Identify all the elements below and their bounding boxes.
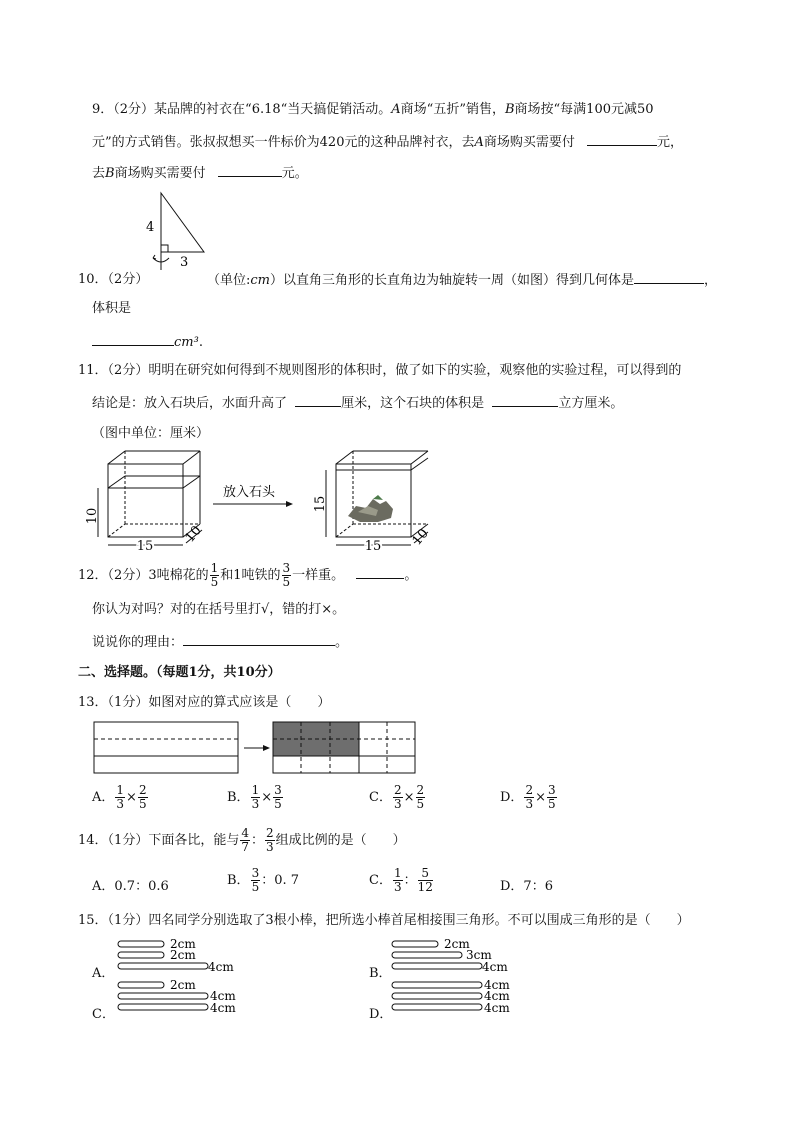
svg-text:2cm: 2cm [444, 937, 470, 951]
q14-option-b[interactable]: B． $\frac{3}{5}$ ：0. 7 [227, 866, 300, 894]
q9-text: 9．（2分）某品牌的衬衣在“6.18“当天搞促销活动。 [92, 102, 392, 117]
q9-answer-blank-b[interactable] [218, 164, 282, 177]
q14-stem: 14．（1分）下面各比，能与 $\frac{4}{7}$ ： $\frac{2}{3}$ 组成比例的是（ ） [78, 826, 406, 854]
q12-line3 [92, 633, 348, 652]
q9-text: 元”的方式销售。张叔叔想买一件标价为420元的这种品牌衬衣，去 [92, 135, 475, 150]
q11-line2 [92, 394, 623, 413]
svg-text:4cm: 4cm [484, 989, 510, 1003]
q15-option-c-label[interactable]: C． [92, 1007, 115, 1022]
q11-text: 结论是：放入石块后，水面升高了 [92, 396, 288, 411]
q10-text: ）以直角三角形的长直角边为轴旋转一周（如图）得到几何体是 [270, 273, 635, 288]
q9-var-a: A [474, 135, 484, 150]
q15-option-c-sticks [116, 978, 246, 1016]
q10-unit-cubed: cm³ [174, 335, 199, 350]
svg-text:4cm: 4cm [210, 1001, 236, 1015]
q12-fraction-1: $\frac{1}{5}$ [210, 561, 219, 589]
q15-stem: 15．（1分）四名同学分别选取了3根小棒，把所选小棒首尾相接围三角形。不可以围成三角形的是（ ） [78, 913, 690, 928]
q11-left-width-label: 15 [136, 539, 154, 554]
q11-text: 厘米，这个石块的体积是 [341, 396, 485, 411]
q10-line2: 体积是 [92, 301, 132, 316]
svg-text:4cm: 4cm [208, 960, 234, 974]
q15-option-d-label[interactable]: D． [369, 1007, 393, 1022]
q11-right-width-label: 15 [364, 539, 382, 554]
svg-text:4cm: 4cm [484, 978, 510, 992]
q10-answer-blank-volume[interactable] [92, 333, 174, 346]
q11-answer-blank-rise[interactable] [295, 394, 341, 407]
q15-option-b-sticks [390, 937, 520, 975]
arrow-icon [286, 501, 293, 507]
q11-left-height-label: 10 [85, 507, 100, 525]
q13-option-a[interactable]: A． $\frac{1}{3}$ × $\frac{2}{5}$ [92, 783, 147, 811]
q10-side-b-label: 3 [180, 255, 189, 270]
q9-line2 [92, 133, 683, 152]
q13-option-b[interactable]: B． $\frac{1}{3}$ × $\frac{3}{5}$ [227, 783, 282, 811]
q12-text: 。 [335, 635, 349, 650]
svg-text:2cm: 2cm [170, 937, 196, 951]
q11-text: 立方厘米。 [558, 396, 624, 411]
q14-option-c[interactable]: C． $\frac{1}{3}$ ： $\frac{5}{12}$ [369, 866, 433, 894]
q13-option-d[interactable]: D． $\frac{2}{3}$ × $\frac{3}{5}$ [500, 783, 556, 811]
q11-right-depth-label: 10 [409, 526, 432, 549]
q9-text: 元。 [281, 166, 308, 181]
q12-answer-blank[interactable] [356, 566, 404, 579]
q9-text: 元， [657, 135, 684, 150]
svg-text:4cm: 4cm [210, 989, 236, 1003]
svg-text:4cm: 4cm [484, 1001, 510, 1015]
q11-container-figure [85, 446, 432, 554]
q13-fraction-figure [92, 720, 422, 776]
q14-option-d[interactable]: D．7：6 [500, 879, 553, 894]
q11-arrow-label: 放入石头 [222, 485, 276, 500]
q9-text: 商场购买需要付 [483, 135, 575, 150]
q13-stem: 13．（1分）如图对应的算式应该是（ ） [78, 695, 331, 710]
q9-line1 [92, 101, 654, 119]
q12-fraction-2: $\frac{3}{5}$ [282, 561, 291, 589]
q13-option-c[interactable]: C． $\frac{2}{3}$ × $\frac{2}{5}$ [369, 783, 425, 811]
q12-reason-blank[interactable] [183, 633, 335, 646]
q15-option-b-label[interactable]: B． [369, 966, 392, 981]
q10-answer-blank-shape[interactable] [634, 271, 704, 284]
q10-text: ， [704, 273, 718, 288]
svg-text:2cm: 2cm [170, 978, 196, 992]
q12-text: 。 [404, 568, 418, 583]
q10-unit: cm [250, 273, 270, 288]
q9-var-a: A [391, 102, 401, 117]
arrow-icon [263, 745, 270, 751]
section-title: 二、选择题。（每题1分，共10分） [78, 665, 281, 680]
q9-text: 商场“五折”销售， [400, 102, 505, 117]
svg-text:4cm: 4cm [482, 960, 508, 974]
q9-text: 去 [92, 166, 106, 181]
q10-triangle-figure [140, 188, 215, 273]
q9-var-b: B [105, 166, 115, 181]
q11-line1: 11．（2分）明明在研究如何得到不规则图形的体积时，做了如下的实验，观察他的实验过程，可以得到的 [78, 363, 682, 378]
q15-option-d-sticks [390, 978, 520, 1016]
q10-line1 [207, 271, 717, 290]
q9-text: 商场按“每满100元减50 [514, 102, 654, 117]
q12-line2: 你认为对吗？对的在括号里打√，错的打×。 [92, 602, 346, 617]
q11-left-depth-label: 10 [182, 523, 205, 546]
q15-option-a-sticks [116, 937, 246, 975]
q10-line3 [92, 333, 203, 352]
q14-option-a[interactable]: A．0.7：0.6 [92, 879, 169, 894]
q10-side-a-label: 4 [146, 220, 155, 235]
q12-text: 说说你的理由： [92, 635, 184, 650]
q9-answer-blank-a[interactable] [587, 133, 657, 146]
q11-line3: （图中单位：厘米） [92, 426, 210, 441]
svg-text:3cm: 3cm [466, 948, 492, 962]
q10-number: 10．（2分） [78, 272, 149, 287]
q9-text: 商场购买需要付 [114, 166, 206, 181]
q12-text: 一样重。 [292, 568, 345, 583]
stone-icon [348, 495, 393, 522]
q9-var-b: B [504, 102, 515, 117]
q9-line3 [92, 164, 308, 183]
svg-text:2cm: 2cm [170, 948, 196, 962]
q12-text: 12．（2分）3吨棉花的 [78, 568, 209, 583]
q10-text: （单位: [207, 273, 251, 288]
q10-text: . [198, 335, 203, 350]
q12-text: 和1吨铁的 [220, 568, 281, 583]
q11-answer-blank-volume[interactable] [492, 394, 558, 407]
q15-option-a-label[interactable]: A． [92, 966, 115, 981]
q11-right-height-label: 15 [313, 495, 328, 513]
q12-line1 [78, 562, 417, 589]
